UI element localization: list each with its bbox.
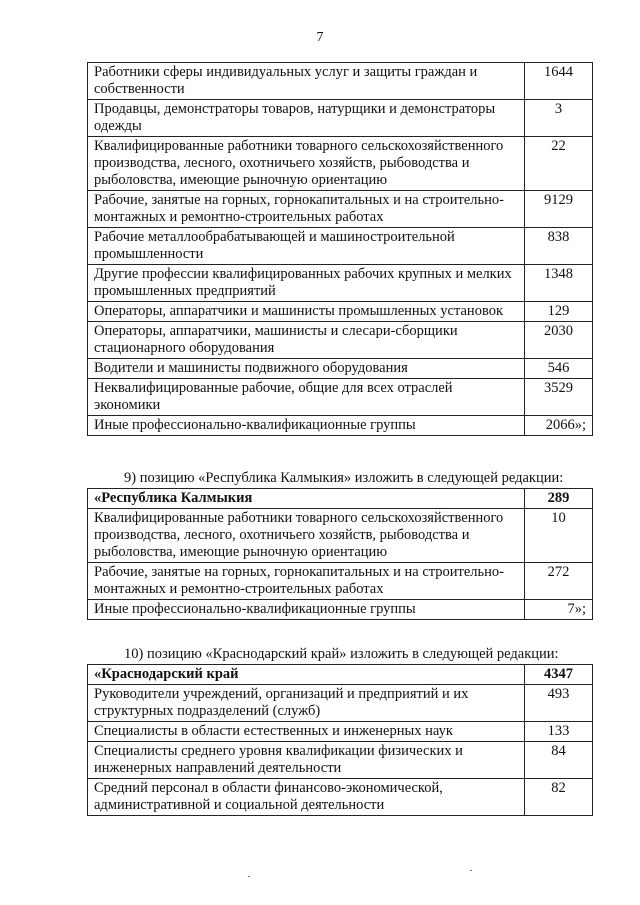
- occupation-count: 10: [525, 509, 593, 563]
- table-row: [88, 302, 593, 322]
- occupation-name: Рабочие металлообрабатывающей и машиностроительной промышленности: [88, 228, 525, 265]
- table-row: [88, 685, 593, 722]
- instruction-item-9: 9) позицию «Республика Калмыкия» изложить в следующей редакции:: [124, 470, 564, 486]
- occupation-name: Специалисты в области естественных и инженерных наук: [88, 722, 525, 742]
- occupation-count: 84: [525, 742, 593, 779]
- table-row: [88, 563, 593, 600]
- region-total: 4347: [525, 665, 593, 685]
- occupation-name: Другие профессии квалифицированных рабочих крупных и мелких промышленных предприятий: [88, 265, 525, 302]
- occupation-count: 129: [525, 302, 593, 322]
- occupation-name: Водители и машинисты подвижного оборудования: [88, 359, 525, 379]
- occupation-count: 272: [525, 563, 593, 600]
- occupation-name: Операторы, аппаратчики и машинисты промышленных установок: [88, 302, 525, 322]
- table-row: [88, 137, 593, 191]
- occupation-count: 9129: [525, 191, 593, 228]
- occupation-name: Средний персонал в области финансово-экономической, административной и социальной деятельности: [88, 779, 525, 816]
- table-row: [88, 509, 593, 563]
- occupation-count: 493: [525, 685, 593, 722]
- occupation-name: Иные профессионально-квалификационные группы: [88, 416, 525, 436]
- scan-speck: [470, 870, 472, 871]
- occupation-name: Руководители учреждений, организаций и предприятий и их структурных подразделений (служб): [88, 685, 525, 722]
- occupation-name: Специалисты среднего уровня квалификации физических и инженерных направлений деятельности: [88, 742, 525, 779]
- table-row: [88, 722, 593, 742]
- occupation-count: 7»;: [525, 600, 593, 620]
- occupation-name: Квалифицированные работники товарного сельскохозяйственного производства, лесного, охотничьего хозяйств, рыбоводства и рыболовства, имеющие рыночную ориентацию: [88, 509, 525, 563]
- table-row: [88, 191, 593, 228]
- table-row: [88, 742, 593, 779]
- occupation-name: Продавцы, демонстраторы товаров, натурщики и демонстраторы одежды: [88, 100, 525, 137]
- occupation-count: 3: [525, 100, 593, 137]
- table-row: [88, 416, 593, 436]
- table-row: [88, 63, 593, 100]
- table-row: [88, 322, 593, 359]
- scan-speck: [248, 876, 250, 877]
- occupation-count: 133: [525, 722, 593, 742]
- occupation-name: Рабочие, занятые на горных, горнокапитальных и на строительно-монтажных и ремонтно-строительных работах: [88, 191, 525, 228]
- occupation-count: 1644: [525, 63, 593, 100]
- occupation-count: 82: [525, 779, 593, 816]
- occupation-count: 546: [525, 359, 593, 379]
- occupation-name: Квалифицированные работники товарного сельскохозяйственного производства, лесного, охотничьего хозяйств, рыбоводства и рыболовства, имеющие рыночную ориентацию: [88, 137, 525, 191]
- table-header-row: [88, 665, 593, 685]
- page-number: 7: [316, 30, 324, 45]
- table-row: [88, 100, 593, 137]
- region-name: «Республика Калмыкия: [88, 489, 525, 509]
- table-row: [88, 265, 593, 302]
- occupation-count: 2066»;: [525, 416, 593, 436]
- occupation-count: 22: [525, 137, 593, 191]
- occupation-count: 3529: [525, 379, 593, 416]
- occupation-name: Иные профессионально-квалификационные группы: [88, 600, 525, 620]
- occupation-count: 1348: [525, 265, 593, 302]
- table-row: [88, 600, 593, 620]
- table-row: [88, 228, 593, 265]
- occupation-count: 838: [525, 228, 593, 265]
- region-total: 289: [525, 489, 593, 509]
- occupation-name: Операторы, аппаратчики, машинисты и слесари-сборщики стационарного оборудования: [88, 322, 525, 359]
- krasnodar-table: [87, 664, 593, 816]
- occupation-count: 2030: [525, 322, 593, 359]
- table-header-row: [88, 489, 593, 509]
- table-row: [88, 359, 593, 379]
- kalmykia-table: [87, 488, 593, 620]
- table-row: [88, 779, 593, 816]
- instruction-item-10: 10) позицию «Краснодарский край» изложить в следующей редакции:: [124, 646, 559, 662]
- region-name: «Краснодарский край: [88, 665, 525, 685]
- occupation-table-continued: [87, 62, 593, 436]
- occupation-name: Работники сферы индивидуальных услуг и защиты граждан и собственности: [88, 63, 525, 100]
- occupation-name: Неквалифицированные рабочие, общие для всех отраслей экономики: [88, 379, 525, 416]
- occupation-name: Рабочие, занятые на горных, горнокапитальных и на строительно-монтажных и ремонтно-строительных работах: [88, 563, 525, 600]
- table-row: [88, 379, 593, 416]
